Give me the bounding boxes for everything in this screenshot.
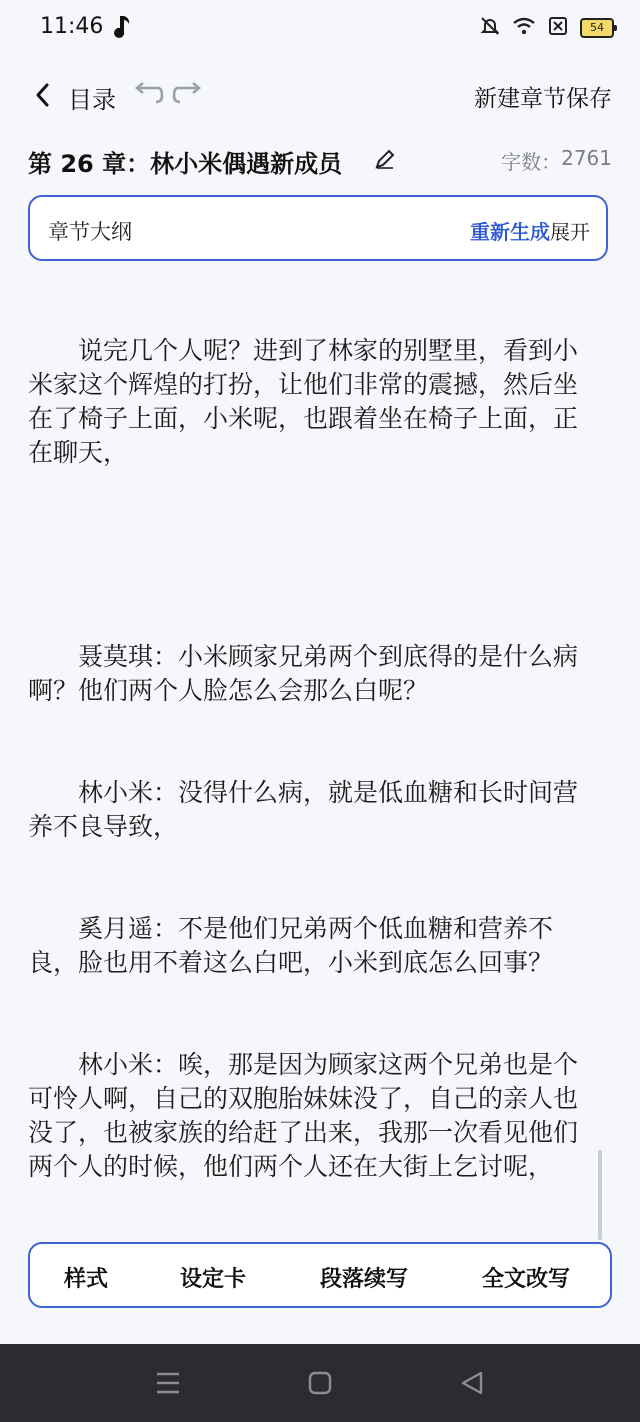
home-icon[interactable] [308, 1371, 332, 1399]
menu-icon[interactable] [155, 1371, 181, 1399]
word-count-label: 字数： [501, 150, 562, 174]
sim-card-icon [548, 16, 568, 40]
setting-card-button[interactable]: 设定卡 [180, 1267, 247, 1292]
chapter-outline-panel[interactable] [28, 195, 608, 261]
paragraph: 林小米：唉，那是因为顾家这两个兄弟也是个可怜人啊，自己的双胞胎妹妹没了，自己的亲人也没了，也被家族的给赶了出来，我那一次看见他们两个人的时候，他们两个人还在大街上乞讨呢， [28, 1050, 579, 1181]
status-icons [480, 16, 614, 40]
bottom-toolbar [28, 1242, 612, 1308]
word-count-value: 2761 [561, 146, 612, 170]
catalog-button[interactable]: 目录 [68, 86, 116, 114]
save-button[interactable]: 保存 [566, 86, 612, 112]
chapter-title[interactable]: 第 26 章：林小米偶遇新成员 [28, 150, 343, 178]
paragraph: 林小米：没得什么病，就是低血糖和长时间营养不良导致， [28, 778, 579, 841]
word-count [501, 146, 612, 175]
back-arrow-icon[interactable] [32, 82, 56, 112]
paragraph: 奚月遥：不是他们兄弟两个低血糖和营养不良，脸也用不着这么白吧，小米到底怎么回事？ [28, 914, 554, 977]
new-chapter-button[interactable]: 新建章节 [474, 86, 566, 112]
wifi-icon [512, 16, 536, 40]
battery-indicator: 54 [580, 18, 614, 38]
edit-pencil-icon[interactable] [374, 148, 396, 174]
paragraph: 聂莫琪：小米顾家兄弟两个到底得的是什么病啊？他们两个人脸怎么会那么白呢？ [28, 642, 579, 705]
expand-button[interactable]: 展开 [550, 220, 590, 244]
paragraph: 说完几个人呢？进到了林家的别墅里，看到小米家这个辉煌的打扮，让他们非常的震撼，然后坐在了椅子上面，小米呢，也跟着坐在椅子上面，正在聊天， [28, 336, 579, 467]
editor-scrollbar[interactable] [598, 1150, 602, 1240]
undo-icon[interactable] [130, 82, 164, 110]
status-bar [0, 0, 640, 56]
rewrite-all-button[interactable]: 全文改写 [482, 1267, 571, 1292]
style-button[interactable]: 样式 [64, 1267, 109, 1292]
regenerate-button[interactable]: 重新生成 [470, 220, 550, 244]
redo-icon[interactable] [172, 82, 206, 110]
chapter-header [28, 140, 612, 180]
continue-paragraph-button[interactable]: 段落续写 [320, 1267, 409, 1292]
music-note-icon [112, 14, 132, 44]
system-navigation-bar [0, 1344, 640, 1422]
mute-bell-icon [480, 16, 500, 40]
paragraph [28, 538, 594, 572]
outline-label: 章节大纲 [48, 220, 132, 244]
status-time: 11:46 [40, 14, 104, 39]
back-triangle-icon[interactable] [460, 1371, 484, 1399]
top-bar [0, 70, 640, 120]
chapter-text-editor[interactable] [28, 266, 594, 1241]
